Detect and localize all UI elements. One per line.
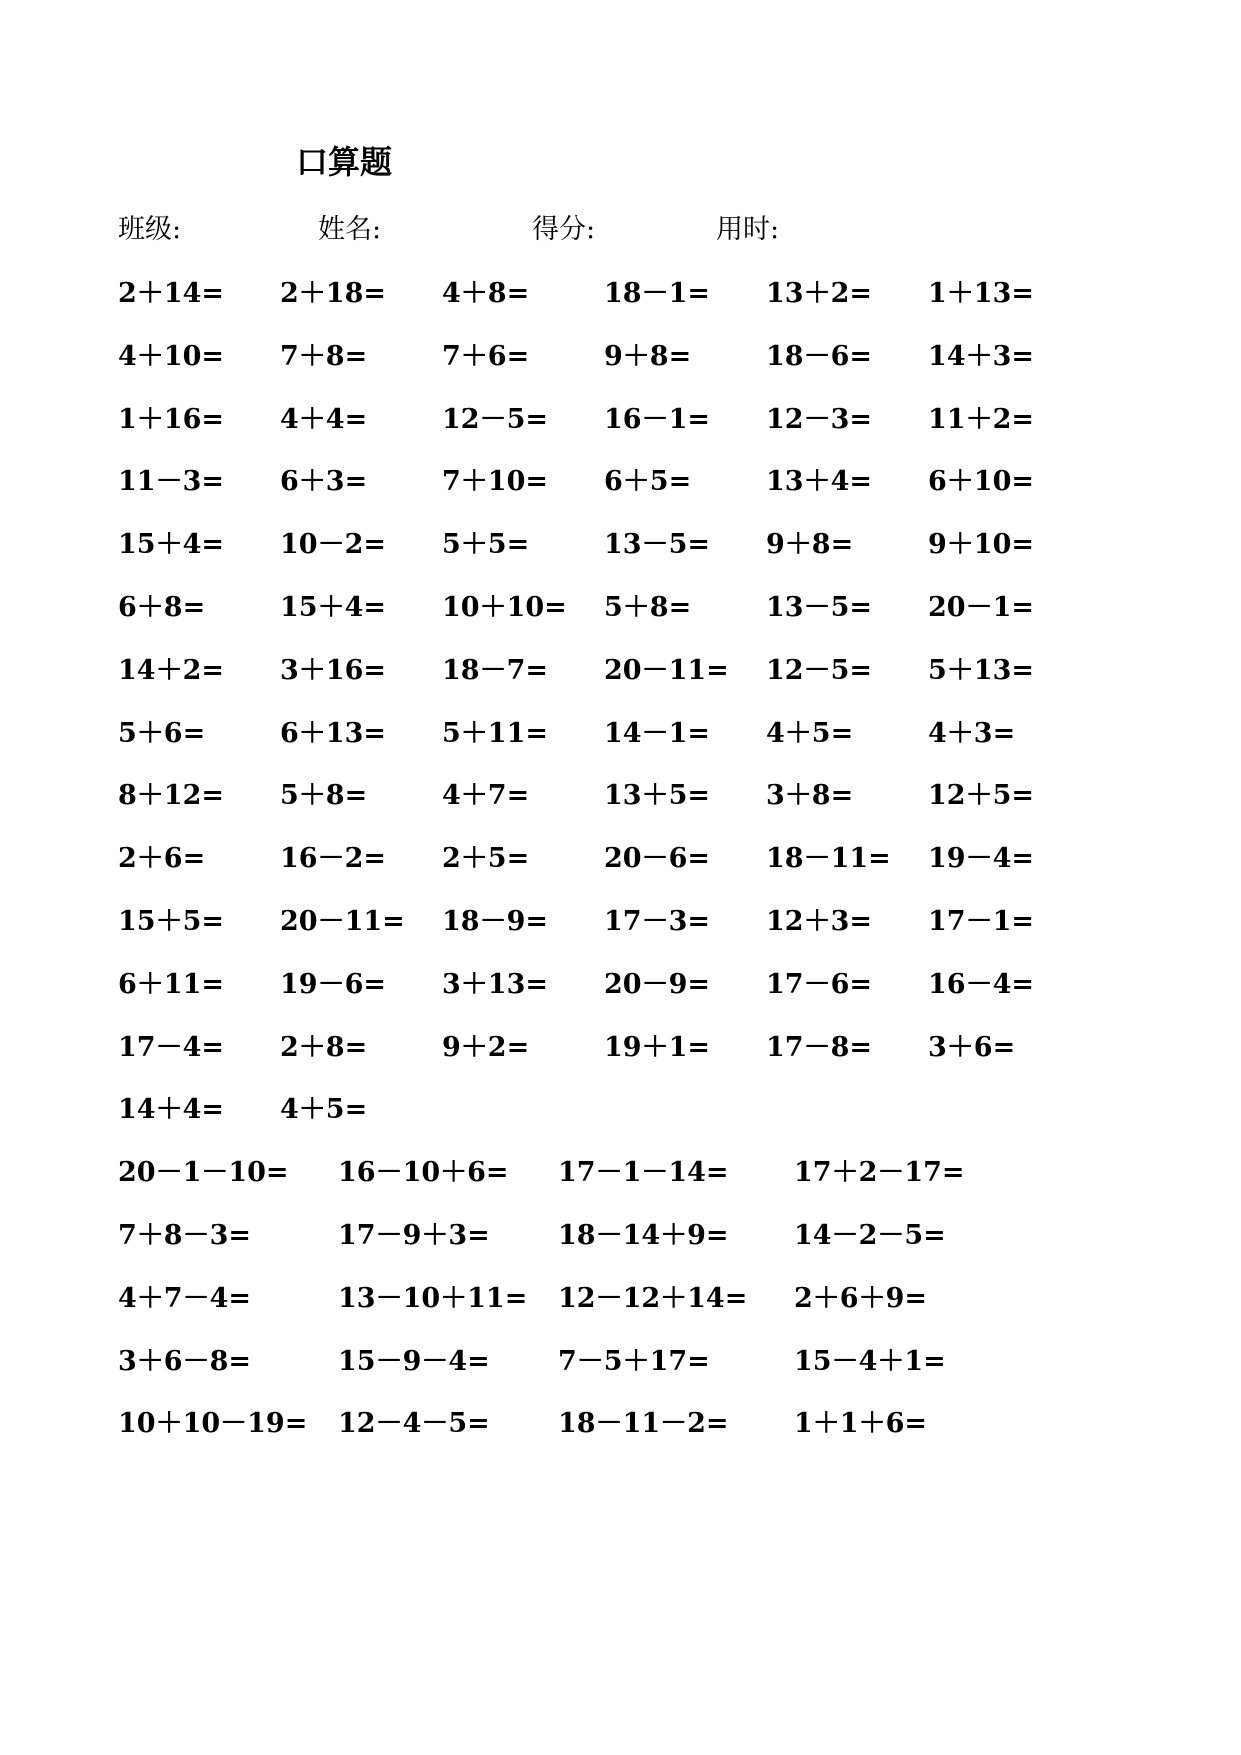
problem-item: 17－4=: [118, 1031, 224, 1063]
problem-item: 19－4=: [928, 843, 1034, 875]
problem-item: 2＋14=: [118, 278, 224, 309]
problem-item: 16－4=: [928, 968, 1034, 1000]
problem-item: 13－5=: [766, 591, 872, 623]
problem-item: 10＋10=: [442, 591, 567, 623]
problem-item: 16－1=: [604, 403, 710, 435]
problem-item: 2＋8=: [280, 1031, 368, 1063]
mixed-problem-item: 15－9－4=: [338, 1345, 490, 1377]
problem-item: 12＋5=: [928, 780, 1034, 812]
problem-row: [118, 464, 1118, 527]
problem-item: 16－2=: [280, 843, 386, 875]
problem-item: 14＋3=: [928, 340, 1034, 372]
problem-item: 5＋13=: [928, 654, 1034, 686]
mixed-problem-item: 7－5＋17=: [558, 1345, 710, 1377]
mixed-problem-row: [118, 1344, 1118, 1407]
problem-item: 17－6=: [766, 968, 872, 1000]
problem-item: 5＋8=: [604, 591, 692, 623]
mixed-problem-item: 12－12＋14=: [558, 1282, 748, 1314]
problem-grid: [118, 276, 1118, 1469]
problem-item: 3＋6=: [928, 1031, 1016, 1063]
mixed-problem-item: 12－4－5=: [338, 1408, 490, 1440]
problem-row: [118, 716, 1118, 779]
problem-item: 4＋4=: [280, 403, 368, 435]
mixed-problem-item: 18－14＋9=: [558, 1219, 729, 1251]
mixed-problem-item: 16－10＋6=: [338, 1157, 509, 1189]
problem-row: [118, 402, 1118, 465]
problem-row: [118, 841, 1118, 904]
problem-item: 17－8=: [766, 1031, 872, 1063]
problem-row: [118, 276, 1118, 339]
mixed-problem-item: 20－1－10=: [118, 1157, 289, 1189]
problem-item: 7＋8=: [280, 340, 368, 372]
problem-item: 9＋8=: [766, 529, 854, 561]
problem-item: 4＋5=: [766, 717, 854, 749]
score-label: 得分:: [532, 214, 596, 245]
problem-item: 18－1=: [604, 278, 710, 309]
problem-item: 6＋11=: [118, 968, 224, 1000]
problem-row: [118, 904, 1118, 967]
problem-item: 9＋8=: [604, 340, 692, 372]
mixed-problem-row: [118, 1281, 1118, 1344]
problem-item: 5＋8=: [280, 780, 368, 812]
problem-item: 3＋8=: [766, 780, 854, 812]
mixed-problem-item: 10＋10－19=: [118, 1408, 308, 1440]
problem-item: 12－3=: [766, 403, 872, 435]
problem-item: 4＋10=: [118, 340, 224, 372]
time-label: 用时:: [716, 214, 780, 245]
problem-item: 18－9=: [442, 905, 548, 937]
problem-row: [118, 967, 1118, 1030]
problem-item: 3＋16=: [280, 654, 386, 686]
problem-item: 6＋3=: [280, 466, 368, 498]
problem-item: 15＋4=: [280, 591, 386, 623]
mixed-problem-item: 17－9＋3=: [338, 1219, 490, 1251]
problem-item: 4＋5=: [280, 1094, 368, 1126]
mixed-problem-item: 2＋6＋9=: [794, 1282, 927, 1314]
problem-row: [118, 778, 1118, 841]
problem-item: 18－7=: [442, 654, 548, 686]
problem-item: 1＋16=: [118, 403, 224, 435]
problem-row: [118, 590, 1118, 653]
class-label: 班级:: [118, 214, 182, 245]
problem-item: 9＋2=: [442, 1031, 530, 1063]
problem-item: 6＋5=: [604, 466, 692, 498]
name-label: 姓名:: [318, 214, 382, 245]
problem-item: 7＋6=: [442, 340, 530, 372]
mixed-problem-item: 17－1－14=: [558, 1157, 729, 1189]
problem-item: 2＋5=: [442, 843, 530, 875]
problem-item: 13＋5=: [604, 780, 710, 812]
problem-item: 17－1=: [928, 905, 1034, 937]
problem-item: 12＋3=: [766, 905, 872, 937]
problem-item: 4＋8=: [442, 278, 530, 309]
mixed-problem-item: 3＋6－8=: [118, 1345, 251, 1377]
problem-item: 5＋5=: [442, 529, 530, 561]
problem-row: [118, 339, 1118, 402]
problem-item: 5＋6=: [118, 717, 206, 749]
mixed-problem-item: 7＋8－3=: [118, 1219, 251, 1251]
problem-item: 20－9=: [604, 968, 710, 1000]
problem-row: [118, 653, 1118, 716]
mixed-problem-row: [118, 1406, 1118, 1469]
problem-item: 20－11=: [280, 905, 405, 937]
problem-item: 20－11=: [604, 654, 729, 686]
problem-item: 13＋4=: [766, 466, 872, 498]
mixed-problem-item: 1＋1＋6=: [794, 1408, 927, 1440]
problem-item: 14＋2=: [118, 654, 224, 686]
mixed-problem-row: [118, 1155, 1118, 1218]
problem-row: [118, 1030, 1118, 1093]
page-title: 口算题: [296, 143, 393, 181]
problem-item: 15＋5=: [118, 905, 224, 937]
mixed-problem-item: 14－2－5=: [794, 1219, 946, 1251]
mixed-problem-row: [118, 1218, 1118, 1281]
problem-item: 13＋2=: [766, 278, 872, 309]
problem-item: 11＋2=: [928, 403, 1034, 435]
problem-item: 12－5=: [442, 403, 548, 435]
problem-item: 3＋13=: [442, 968, 548, 1000]
problem-item: 7＋10=: [442, 466, 548, 498]
problem-item: 19＋1=: [604, 1031, 710, 1063]
problem-item: 1＋13=: [928, 278, 1034, 309]
problem-row: [118, 527, 1118, 590]
problem-item: 2＋18=: [280, 278, 386, 309]
problem-item: 6＋13=: [280, 717, 386, 749]
problem-item: 13－5=: [604, 529, 710, 561]
problem-item: 9＋10=: [928, 529, 1034, 561]
problem-item: 20－1=: [928, 591, 1034, 623]
problem-item: 12－5=: [766, 654, 872, 686]
problem-item: 10－2=: [280, 529, 386, 561]
problem-item: 5＋11=: [442, 717, 548, 749]
problem-item: 14＋4=: [118, 1094, 224, 1126]
problem-item: 19－6=: [280, 968, 386, 1000]
mixed-problem-item: 4＋7－4=: [118, 1282, 251, 1314]
problem-item: 14－1=: [604, 717, 710, 749]
problem-item: 6＋10=: [928, 466, 1034, 498]
problem-item: 2＋6=: [118, 843, 206, 875]
problem-item: 4＋7=: [442, 780, 530, 812]
problem-item: 6＋8=: [118, 591, 206, 623]
problem-item: 8＋12=: [118, 780, 224, 812]
mixed-problem-item: 13－10＋11=: [338, 1282, 528, 1314]
mixed-problem-item: 15－4＋1=: [794, 1345, 946, 1377]
mixed-problem-item: 17＋2－17=: [794, 1157, 965, 1189]
problem-item: 17－3=: [604, 905, 710, 937]
problem-item: 18－6=: [766, 340, 872, 372]
problem-item: 4＋3=: [928, 717, 1016, 749]
problem-item: 15＋4=: [118, 529, 224, 561]
mixed-problem-item: 18－11－2=: [558, 1408, 729, 1440]
problem-row: [118, 1092, 1118, 1155]
problem-item: 18－11=: [766, 843, 891, 875]
problem-item: 11－3=: [118, 466, 224, 498]
problem-item: 20－6=: [604, 843, 710, 875]
